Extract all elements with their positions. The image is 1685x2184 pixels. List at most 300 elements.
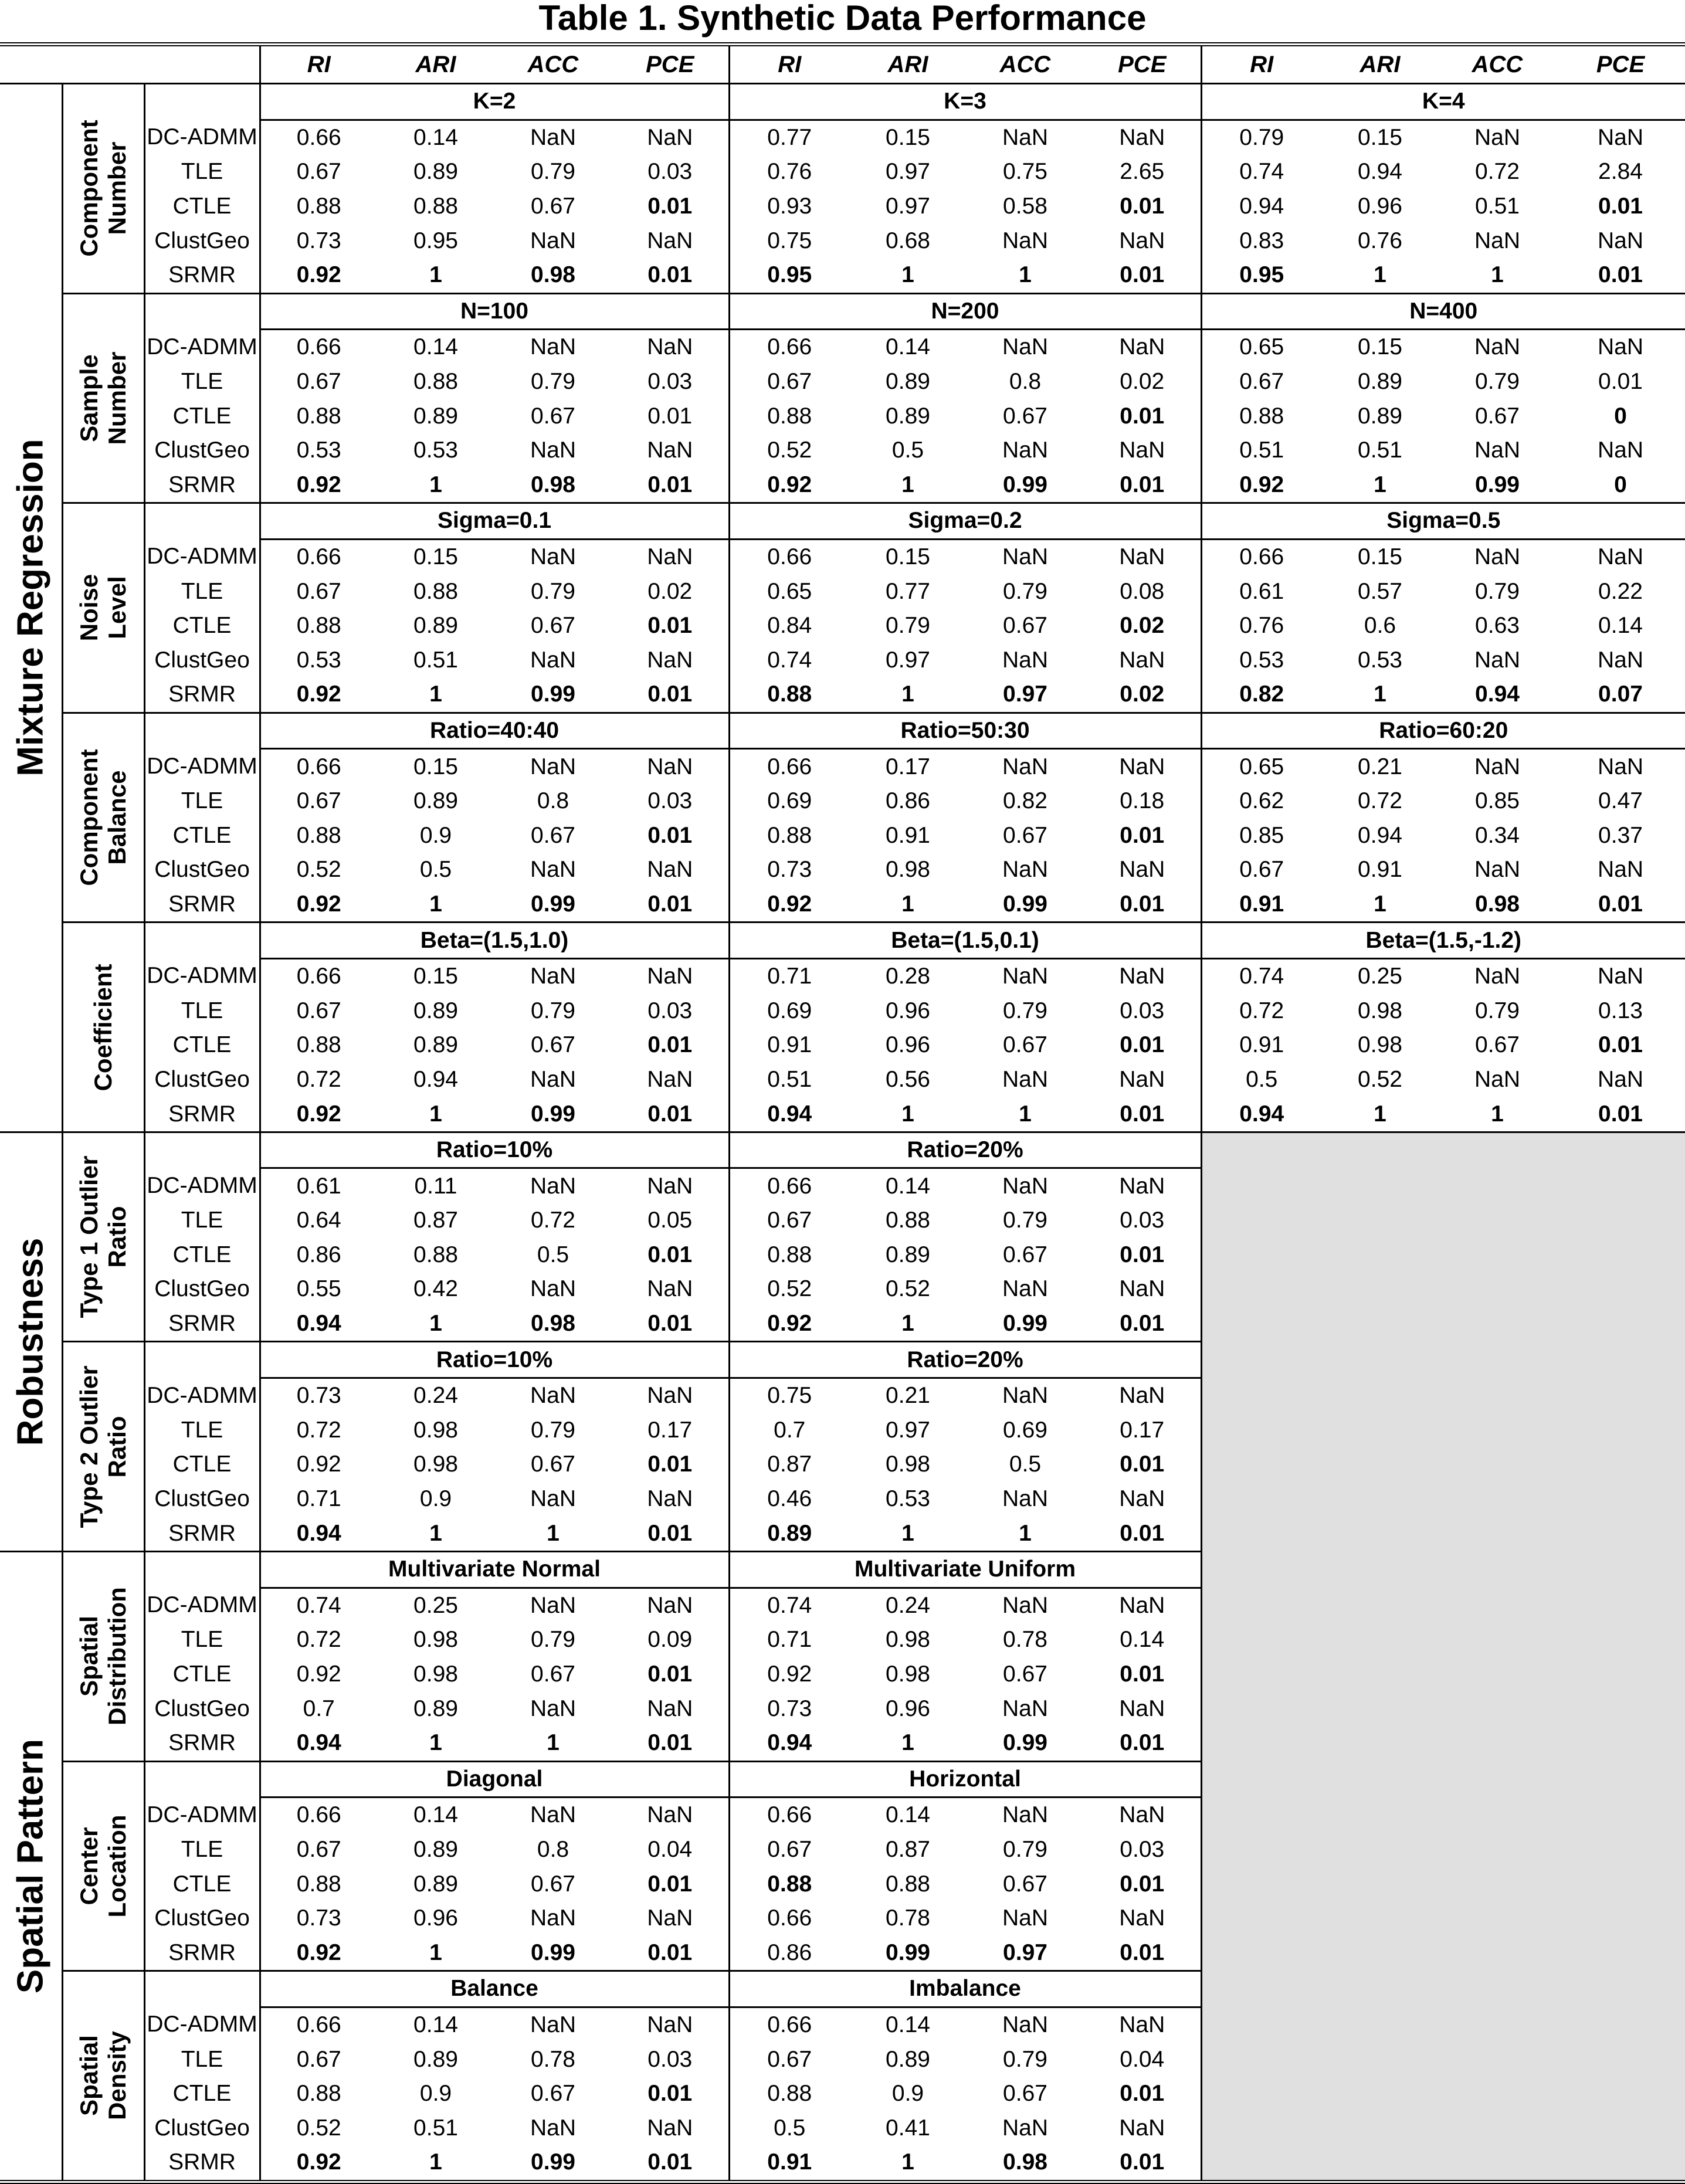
value-cell: 0.62	[1201, 784, 1321, 819]
block-label-wrap	[63, 504, 144, 712]
value-cell: 0.76	[729, 155, 849, 189]
value-cell: 0.01	[1084, 887, 1201, 923]
method-name: DC-ADMM	[144, 2007, 260, 2042]
block-label-line: Spatial	[75, 2035, 103, 2117]
value-cell: 0.02	[647, 578, 693, 604]
block-label-wrap	[63, 714, 144, 922]
method-name: CTLE	[144, 818, 260, 853]
value-cell: NaN	[1119, 1802, 1165, 1828]
value-cell: 0.99	[967, 887, 1084, 923]
value-cell: 2.84	[1598, 159, 1643, 185]
value-cell: 0.88	[413, 369, 458, 395]
method-name: ClustGeo	[144, 1063, 260, 1097]
method-name: DC-ADMM	[144, 1588, 260, 1623]
value-cell: 0.92	[260, 887, 377, 923]
value-cell: NaN	[1002, 1173, 1049, 1199]
group-header-row	[0, 293, 1685, 330]
value-cell: 0.89	[413, 2046, 458, 2072]
value-cell: 0.21	[886, 1383, 930, 1409]
value-cell: 0.79	[1003, 578, 1047, 604]
value-cell: NaN	[1597, 228, 1644, 253]
value-cell: NaN	[647, 964, 693, 989]
group-header: Ratio=20%	[729, 1342, 1201, 1378]
group-header: N=400	[1201, 293, 1685, 330]
value-cell: 0.71	[729, 958, 849, 993]
value-cell: 0.5	[1009, 1452, 1042, 1477]
group-header-row	[0, 1342, 1685, 1378]
block-label-cell	[62, 1971, 144, 2182]
value-cell: 0.67	[296, 369, 341, 395]
value-cell: NaN	[647, 1802, 693, 1828]
value-cell: 0.89	[413, 998, 458, 1023]
method-name: DC-ADMM	[144, 749, 260, 784]
value-cell: 0.92	[260, 468, 377, 503]
value-cell: 0.01	[1120, 2081, 1165, 2107]
value-cell: 0.76	[1201, 609, 1321, 643]
value-cell: 1	[377, 468, 494, 503]
method-name: SRMR	[144, 1516, 260, 1551]
value-cell: 0.01	[1084, 2145, 1201, 2182]
value-cell: NaN	[1002, 857, 1049, 883]
value-cell: NaN	[1597, 544, 1644, 570]
value-cell: 0.64	[296, 1208, 341, 1233]
value-cell: 1	[377, 1935, 494, 1971]
value-cell: 0.53	[1201, 643, 1321, 678]
value-cell: NaN	[1119, 1486, 1165, 1512]
empty-gray-cell	[1201, 1971, 1685, 2182]
value-cell: 0.89	[413, 788, 458, 814]
value-cell: 0.34	[1475, 822, 1520, 848]
value-cell: 0.13	[1598, 998, 1643, 1023]
value-cell: NaN	[1002, 754, 1049, 779]
value-cell: NaN	[1002, 964, 1049, 989]
value-cell: 0.01	[1120, 822, 1165, 848]
value-cell: 0.69	[729, 993, 849, 1028]
value-cell: 1	[377, 1097, 494, 1132]
value-cell: 0.52	[729, 433, 849, 468]
value-cell: NaN	[1002, 1066, 1049, 1092]
data-row	[0, 887, 1685, 923]
value-cell: 0.97	[967, 1935, 1084, 1971]
value-cell: 0.98	[1439, 887, 1556, 923]
value-cell: NaN	[530, 647, 577, 673]
value-cell: 0.41	[886, 2115, 930, 2141]
value-cell: 0.99	[494, 1935, 612, 1971]
value-cell: 0.92	[260, 677, 377, 713]
value-cell: 1	[1321, 1097, 1439, 1132]
block-label-line: Ratio	[103, 1206, 131, 1268]
value-cell: 0.01	[1120, 194, 1165, 219]
block-label	[75, 2031, 131, 2120]
method-name: CTLE	[144, 2077, 260, 2111]
metric-header-ri: RI	[729, 45, 849, 84]
value-cell: 0.67	[296, 2046, 341, 2072]
value-cell: 0.03	[647, 2046, 693, 2072]
value-cell: 0.01	[1084, 1935, 1201, 1971]
value-cell: 0.51	[729, 1063, 849, 1097]
value-cell: 0.67	[531, 1871, 575, 1897]
value-cell: NaN	[647, 1695, 693, 1721]
value-cell: 0.53	[886, 1486, 930, 1512]
data-row	[0, 853, 1685, 887]
value-cell: 0.51	[1201, 433, 1321, 468]
value-cell: NaN	[1474, 857, 1521, 883]
group-header: Beta=(1.5,1.0)	[260, 923, 729, 959]
value-cell: NaN	[647, 647, 693, 673]
value-cell: 0.01	[612, 887, 729, 923]
method-name: TLE	[144, 365, 260, 399]
value-cell: 1	[849, 258, 967, 293]
value-cell: 0.99	[967, 1726, 1084, 1761]
value-cell: 0.02	[1084, 677, 1201, 713]
data-row	[0, 330, 1685, 365]
value-cell: 0.04	[1120, 2046, 1165, 2072]
table-title: Table 1. Synthetic Data Performance	[538, 0, 1147, 38]
value-cell: 0.89	[413, 159, 458, 185]
value-cell: 0.67	[296, 788, 341, 814]
value-cell: 0.67	[1003, 613, 1047, 639]
value-cell: 0.66	[729, 330, 849, 365]
value-cell: NaN	[1002, 1802, 1049, 1828]
block-label-cell	[62, 503, 144, 713]
value-cell: NaN	[1002, 124, 1049, 150]
value-cell: 0.98	[967, 2145, 1084, 2182]
metric-header-pce: PCE	[1556, 45, 1685, 84]
value-cell: 0.67	[729, 1203, 849, 1238]
value-cell: 0.67	[531, 403, 575, 429]
method-name: DC-ADMM	[144, 120, 260, 155]
value-cell: 0.92	[729, 1657, 849, 1692]
value-cell: NaN	[1474, 228, 1521, 253]
value-cell: 0.53	[296, 647, 341, 673]
value-cell: NaN	[1002, 647, 1049, 673]
value-cell: 0.98	[494, 258, 612, 293]
method-name: ClustGeo	[144, 643, 260, 678]
value-cell: NaN	[530, 1486, 577, 1512]
value-cell: 0.74	[296, 1592, 341, 1618]
value-cell: 0.03	[1120, 1208, 1165, 1233]
block-label-line: Type 1 Outlier	[75, 1155, 103, 1318]
block-label	[75, 1815, 131, 1917]
value-cell: NaN	[1119, 124, 1165, 150]
value-cell: 0.98	[494, 1307, 612, 1342]
group-header: Ratio=20%	[729, 1132, 1201, 1168]
performance-table	[0, 42, 1685, 2184]
group-header: K=4	[1201, 84, 1685, 120]
block-label-cell	[62, 1761, 144, 1971]
method-name: CTLE	[144, 609, 260, 643]
value-cell: NaN	[647, 124, 693, 150]
value-cell: 0.97	[886, 1417, 930, 1443]
value-cell: 0.93	[729, 189, 849, 224]
value-cell: NaN	[1474, 647, 1521, 673]
value-cell: 0.77	[729, 120, 849, 155]
value-cell: 0.74	[729, 1588, 849, 1623]
value-cell: NaN	[530, 1383, 577, 1409]
value-cell: NaN	[530, 2115, 577, 2141]
group-header: N=100	[260, 293, 729, 330]
value-cell: 0.01	[1556, 258, 1685, 293]
value-cell: NaN	[530, 857, 577, 883]
value-cell: 0.18	[1120, 788, 1165, 814]
value-cell: 0.01	[1084, 1097, 1201, 1132]
value-cell: 0.57	[1358, 578, 1402, 604]
value-cell: 0.52	[1358, 1066, 1402, 1092]
value-cell: 0.25	[1358, 964, 1402, 989]
value-cell: NaN	[1119, 964, 1165, 989]
value-cell: NaN	[1002, 228, 1049, 253]
category-label-cell	[0, 1551, 62, 2182]
method-blank	[144, 1132, 260, 1168]
value-cell: 0.74	[729, 643, 849, 678]
value-cell: 0.97	[886, 159, 930, 185]
value-cell: 0.92	[729, 887, 849, 923]
value-cell: 0.87	[413, 1208, 458, 1233]
group-header-row	[0, 1551, 1685, 1588]
value-cell: 0.37	[1598, 822, 1643, 848]
value-cell: 0.01	[612, 1516, 729, 1551]
value-cell: NaN	[530, 334, 577, 360]
value-cell: 0.15	[413, 544, 458, 570]
value-cell: 0.08	[1120, 578, 1165, 604]
value-cell: 0.95	[413, 228, 458, 253]
value-cell: 0.66	[296, 2012, 341, 2037]
category-label-wrap	[0, 1552, 62, 2180]
value-cell: 0.92	[729, 468, 849, 503]
value-cell: 1	[494, 1726, 612, 1761]
value-cell: 0.99	[967, 1307, 1084, 1342]
value-cell: 0.15	[1358, 124, 1402, 150]
value-cell: 0.88	[296, 194, 341, 219]
value-cell: NaN	[1119, 1695, 1165, 1721]
block-label-line: Noise	[75, 574, 103, 642]
value-cell: NaN	[1597, 964, 1644, 989]
block-label-line: Component	[75, 120, 103, 257]
group-header: Imbalance	[729, 1971, 1201, 2007]
value-cell: 0.89	[886, 403, 930, 429]
value-cell: 0.98	[886, 1452, 930, 1477]
value-cell: 0.67	[1003, 1032, 1047, 1058]
metric-header-ari: ARI	[849, 45, 967, 84]
value-cell: 0.14	[886, 334, 930, 360]
metric-header-ri: RI	[1201, 45, 1321, 84]
value-cell: 1	[1321, 677, 1439, 713]
value-cell: 0.24	[886, 1592, 930, 1618]
value-cell: 0.89	[886, 2046, 930, 2072]
data-row	[0, 1063, 1685, 1097]
value-cell: NaN	[1119, 2012, 1165, 2037]
group-header: Balance	[260, 1971, 729, 2007]
group-header: Horizontal	[729, 1761, 1201, 1798]
value-cell: NaN	[1002, 1276, 1049, 1302]
value-cell: 1	[377, 887, 494, 923]
value-cell: 0.89	[729, 1516, 849, 1551]
block-label-cell	[62, 293, 144, 503]
value-cell: 1	[377, 677, 494, 713]
value-cell: 0.17	[886, 754, 930, 779]
block-label-line: Type 2 Outlier	[75, 1365, 103, 1528]
empty-gray-cell	[1201, 1551, 1685, 1761]
value-cell: 0.88	[296, 2081, 341, 2107]
value-cell: 0.96	[886, 1032, 930, 1058]
value-cell: 0.52	[886, 1276, 930, 1302]
block-label-wrap	[63, 923, 144, 1131]
value-cell: 0.01	[1120, 1032, 1165, 1058]
value-cell: NaN	[1002, 334, 1049, 360]
block-label-wrap	[63, 84, 144, 293]
value-cell: 0.79	[886, 613, 930, 639]
method-name: TLE	[144, 574, 260, 609]
value-cell: 1	[1321, 468, 1439, 503]
value-cell: 0.91	[886, 822, 930, 848]
value-cell: NaN	[1119, 1066, 1165, 1092]
value-cell: NaN	[1002, 438, 1049, 463]
value-cell: 0.6	[1364, 613, 1396, 639]
method-name: TLE	[144, 1413, 260, 1448]
value-cell: NaN	[530, 1066, 577, 1092]
value-cell: 0.03	[647, 369, 693, 395]
value-cell: 0.01	[1084, 258, 1201, 293]
value-cell: NaN	[647, 857, 693, 883]
block-label-line: Level	[103, 576, 131, 640]
value-cell: 0.28	[886, 964, 930, 989]
value-cell: 0.97	[886, 194, 930, 219]
value-cell: 1	[1321, 258, 1439, 293]
value-cell: 0.67	[531, 1661, 575, 1687]
block-label-cell	[62, 713, 144, 923]
value-cell: 0.67	[1003, 1242, 1047, 1267]
data-row	[0, 677, 1685, 713]
value-cell: 0.67	[1003, 403, 1047, 429]
method-name: ClustGeo	[144, 433, 260, 468]
value-cell: 0.92	[260, 258, 377, 293]
group-header: Sigma=0.1	[260, 503, 729, 540]
value-cell: 1	[849, 1726, 967, 1761]
value-cell: 0.03	[647, 788, 693, 814]
method-name: SRMR	[144, 887, 260, 923]
value-cell: 0.66	[729, 539, 849, 574]
value-cell: 0.98	[886, 1627, 930, 1653]
value-cell: 0.71	[729, 1623, 849, 1657]
value-cell: 0.14	[886, 2012, 930, 2037]
value-cell: NaN	[530, 1276, 577, 1302]
value-cell: 0	[1556, 468, 1685, 503]
value-cell: 0.01	[647, 1871, 693, 1897]
value-cell: 0.79	[1475, 998, 1520, 1023]
value-cell: NaN	[530, 2012, 577, 2037]
value-cell: 0.78	[531, 2046, 575, 2072]
value-cell: 0.67	[531, 1452, 575, 1477]
method-blank	[144, 1971, 260, 2007]
value-cell: 0.01	[1084, 1307, 1201, 1342]
value-cell: 1	[377, 1516, 494, 1551]
method-name: CTLE	[144, 1867, 260, 1901]
value-cell: 0.75	[729, 1378, 849, 1413]
value-cell: 0.09	[647, 1627, 693, 1653]
group-header-row	[0, 84, 1685, 120]
value-cell: NaN	[1119, 1276, 1165, 1302]
value-cell: 0.14	[1598, 613, 1643, 639]
value-cell: NaN	[1002, 2012, 1049, 2037]
group-header-row	[0, 1761, 1685, 1798]
value-cell: 0.91	[729, 2145, 849, 2182]
data-row	[0, 784, 1685, 819]
value-cell: 0.96	[413, 1905, 458, 1931]
value-cell: 0.72	[296, 1627, 341, 1653]
method-name: TLE	[144, 1203, 260, 1238]
block-label-cell	[62, 84, 144, 294]
value-cell: 0.86	[296, 1242, 341, 1267]
value-cell: 0.66	[729, 1798, 849, 1833]
value-cell: 0.67	[729, 2042, 849, 2077]
data-row	[0, 155, 1685, 189]
method-name: CTLE	[144, 189, 260, 224]
category-label-wrap	[0, 1133, 62, 1551]
value-cell: NaN	[1597, 334, 1644, 360]
value-cell: 0.14	[1120, 1627, 1165, 1653]
value-cell: 0.89	[413, 1032, 458, 1058]
value-cell: 0.88	[729, 2077, 849, 2111]
table-body	[0, 45, 1685, 2182]
value-cell: 0.88	[296, 1032, 341, 1058]
value-cell: NaN	[1597, 438, 1644, 463]
group-header: Ratio=10%	[260, 1342, 729, 1378]
value-cell: 0.75	[729, 223, 849, 258]
value-cell: NaN	[1474, 754, 1521, 779]
empty-gray-cell	[1201, 1132, 1685, 1342]
value-cell: 0.67	[729, 1833, 849, 1867]
value-cell: 0.66	[729, 749, 849, 784]
value-cell: 0.66	[296, 964, 341, 989]
method-blank	[144, 1761, 260, 1798]
value-cell: NaN	[1119, 334, 1165, 360]
value-cell: 0.67	[1003, 1661, 1047, 1687]
method-name: ClustGeo	[144, 1482, 260, 1517]
value-cell: NaN	[647, 228, 693, 253]
value-cell: 0.99	[494, 1097, 612, 1132]
value-cell: 0.94	[1358, 822, 1402, 848]
value-cell: 0.61	[296, 1173, 341, 1199]
value-cell: 0.9	[419, 822, 452, 848]
data-row	[0, 399, 1685, 433]
value-cell: NaN	[530, 1905, 577, 1931]
value-cell: 0.67	[1201, 365, 1321, 399]
method-name: CTLE	[144, 1447, 260, 1482]
value-cell: 0.89	[1358, 369, 1402, 395]
value-cell: 1	[494, 1516, 612, 1551]
value-cell: 0.7	[729, 1413, 849, 1448]
group-header: Sigma=0.5	[1201, 503, 1685, 540]
value-cell: 0.01	[1120, 1452, 1165, 1477]
value-cell: 0.01	[647, 194, 693, 219]
group-header: Ratio=50:30	[729, 713, 1201, 749]
value-cell: NaN	[647, 1383, 693, 1409]
value-cell: 0.07	[1556, 677, 1685, 713]
block-label-wrap	[63, 1762, 144, 1971]
block-label-line: Number	[103, 141, 131, 235]
value-cell: 0.88	[886, 1871, 930, 1897]
value-cell: 0.24	[413, 1383, 458, 1409]
category-label: Mixture Regression	[10, 439, 51, 777]
value-cell: 0.89	[413, 1695, 458, 1721]
value-cell: 0.53	[1358, 647, 1402, 673]
value-cell: 0.92	[729, 1307, 849, 1342]
metric-header-ri: RI	[260, 45, 377, 84]
value-cell: 0.01	[1598, 194, 1643, 219]
value-cell: 0.15	[886, 544, 930, 570]
value-cell: 0.67	[531, 1032, 575, 1058]
value-cell: NaN	[647, 1905, 693, 1931]
